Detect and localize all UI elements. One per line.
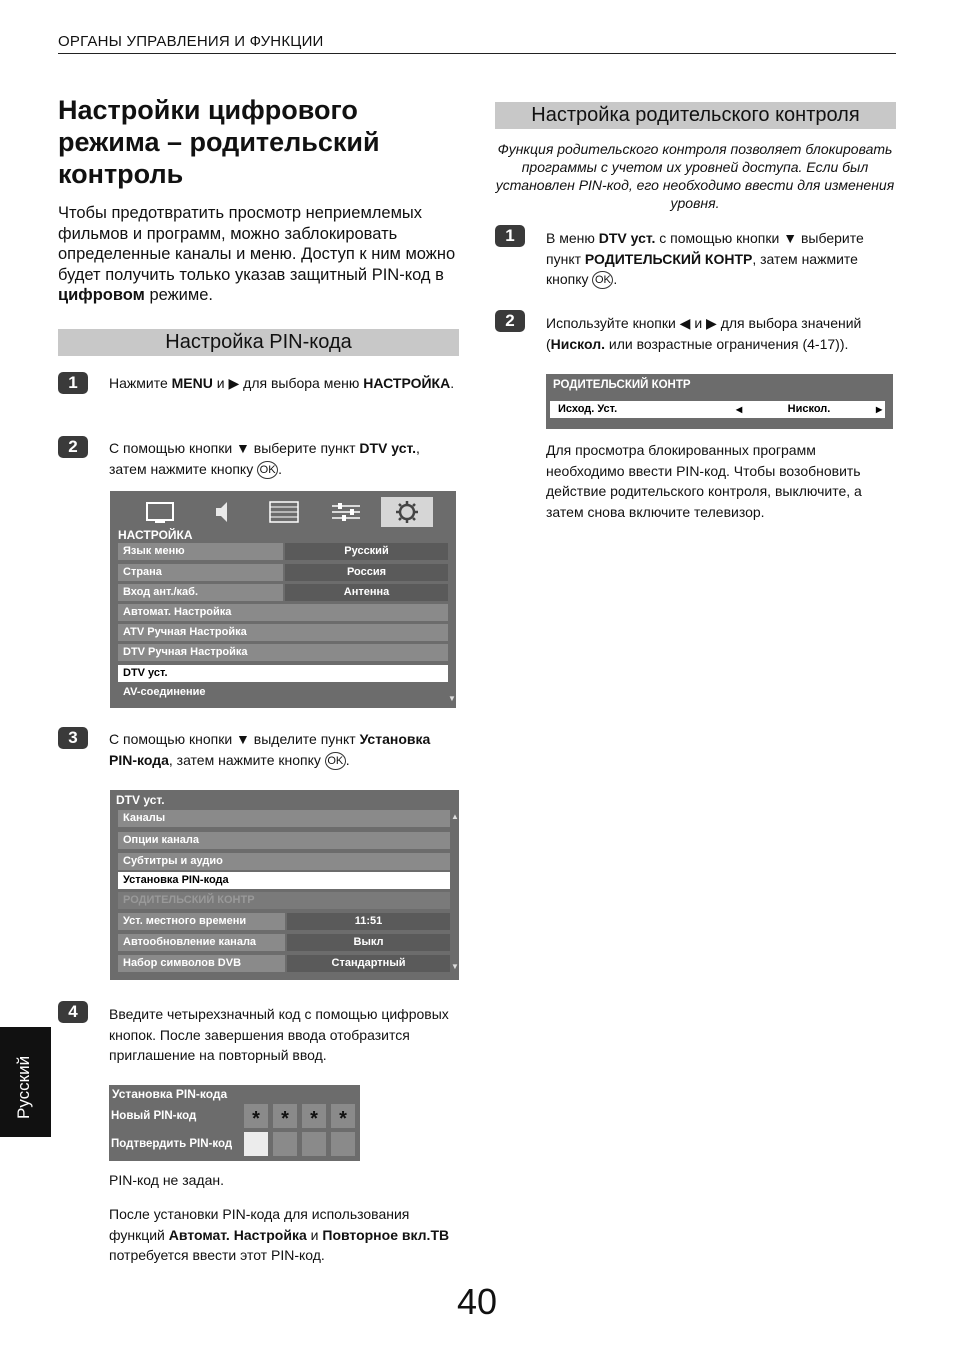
pin-digit-box[interactable]: * [273,1104,297,1128]
dtv-menu-title: DTV уст. [116,793,165,807]
left-arrow-icon: ◀ [679,315,691,331]
parent-menu-value[interactable]: Нискол. [733,401,885,418]
pin-digit-box[interactable]: * [331,1104,355,1128]
scroll-up-icon[interactable]: ▲ [451,812,459,821]
pin-section-title: Настройка PIN-кода [58,329,459,356]
ok-button-icon: OK [257,461,278,479]
down-arrow-icon: ▼ [236,731,250,747]
scroll-down-icon[interactable]: ▼ [451,962,459,971]
section-header: ОРГАНЫ УПРАВЛЕНИЯ И ФУНКЦИИ [58,33,324,50]
menu-row[interactable]: Опции канала [118,832,450,849]
left-arrow-icon[interactable]: ◀ [736,405,743,414]
pin-step1-text: Нажмите MENU и ▶ для выбора меню НАСТРОЙКА. [109,375,455,391]
parent-step2-text: Используйте кнопки ◀ и ▶ для выбора значений (Нискол. или возрастные ограничения (4-17)). [546,315,862,352]
new-pin-label: Новый PIN-код [111,1110,197,1122]
pin-after-text: После установки PIN-кода для использования функций Автомат. Настройка и Повторное вкл.ТВ потребуется ввести этот PIN-код. [109,1206,450,1263]
step-badge: 2 [58,436,88,458]
setup-menu-title: НАСТРОЙКА [118,528,193,542]
intro-paragraph: Чтобы предотвратить просмотр неприемлемых фильмов и программ, можно заблокировать определенные каналы и меню. Доступ к ним можно будет получить только указав защитный PIN-код в цифровом режиме. [58,204,456,305]
parent-menu-title: РОДИТЕЛЬСКИЙ КОНТР [553,379,691,391]
picture-tab-icon[interactable] [134,497,186,527]
setup-menu-screen [110,491,456,708]
menu-row[interactable]: Язык меню Русский [118,543,448,560]
pin-digit-box[interactable]: * [244,1104,268,1128]
menu-row[interactable]: Страна Россия [118,564,448,581]
pin-digit-box[interactable]: * [302,1104,326,1128]
menu-row[interactable]: Автообновление канала Выкл [118,934,450,951]
pin-step4-text: Введите четырехзначный код с помощью цифровых кнопок. После завершения ввода отобразится приглашение на повторный ввод. [109,1006,449,1063]
right-arrow-icon[interactable]: ▶ [876,405,883,414]
confirm-pin-label: Подтвердить PIN-код [111,1138,233,1150]
confirm-digit-box[interactable] [302,1132,326,1156]
menu-row[interactable]: Каналы [118,810,450,827]
settings-sliders-tab-icon[interactable] [320,497,372,527]
menu-row-disabled: РОДИТЕЛЬСКИЙ КОНТР [118,892,450,909]
pin-dialog-title: Установка PIN-кода [112,1087,228,1101]
pin-step2-text: С помощью кнопки ▼ выберите пункт DTV уст., затем нажмите кнопку OK . [109,438,459,479]
pin-dialog [109,1085,360,1161]
confirm-digit-box[interactable] [273,1132,297,1156]
ok-button-icon: OK [325,752,346,770]
parent-section-title: Настройка родительского контроля [495,102,896,129]
step-badge: 4 [58,1001,88,1023]
menu-row-selected[interactable]: Установка PIN-кода [118,872,450,889]
step-badge: 1 [58,372,88,394]
step-badge: 2 [495,310,525,332]
down-arrow-icon: ▼ [783,230,798,246]
confirm-digit-box[interactable] [331,1132,355,1156]
menu-row[interactable]: DTV Ручная Настройка [118,644,448,661]
sound-tab-icon[interactable] [196,497,248,527]
page-title: Настройки цифрового режима – родительский контроль [58,95,380,189]
pin-step3-text: С помощью кнопки ▼ выделите пункт Установка PIN-кода, затем нажмите кнопку OK . [109,729,459,770]
menu-row[interactable]: Субтитры и аудио [118,853,450,870]
gear-tab-icon[interactable] [381,497,433,527]
menu-row[interactable]: Автомат. Настройка [118,604,448,621]
parent-step1-text: В меню DTV уст. с помощью кнопки ▼ выберите пункт РОДИТЕЛЬСКИЙ КОНТР, затем нажмите кнопку OK . [546,228,896,290]
feature-tab-icon[interactable] [258,497,310,527]
right-arrow-icon: ▶ [228,375,240,391]
menu-row[interactable]: Уст. местного времени 11:51 [118,913,450,930]
ok-button-icon: OK [592,271,613,289]
language-side-tab: Русский [0,1027,51,1137]
parent-intro: Функция родительского контроля позволяет блокировать программы с учетом их уровней доступа. Если был установлен PIN-код, его необходимо ввести для изменения уровня. [495,141,895,211]
down-arrow-icon: ▼ [236,440,250,456]
menu-row-selected[interactable]: DTV уст. [118,665,448,682]
step-badge: 3 [58,727,88,749]
confirm-digit-box[interactable] [244,1132,268,1156]
menu-row[interactable]: ATV Ручная Настройка [118,624,448,641]
parent-control-menu [546,374,893,429]
pin-not-set-text: PIN-код не задан. [109,1172,225,1188]
step-badge: 1 [495,225,525,247]
parent-menu-label[interactable]: Исход. Уст. [550,401,733,418]
page-number: 40 [456,1281,498,1322]
header-divider [58,53,896,54]
menu-row[interactable]: AV-соединение [118,684,448,701]
right-arrow-icon: ▶ [706,315,717,331]
scroll-down-icon[interactable]: ▼ [448,694,456,703]
parent-note: Для просмотра блокированных программ необходимо ввести PIN-код. Чтобы возобновить действие родительского контроля, выключите, а затем снова включите телевизор. [546,442,862,520]
menu-row[interactable]: Набор символов DVB Стандартный [118,955,450,972]
dtv-menu-screen [110,790,459,980]
menu-row[interactable]: Вход ант./каб. Антенна [118,584,448,601]
